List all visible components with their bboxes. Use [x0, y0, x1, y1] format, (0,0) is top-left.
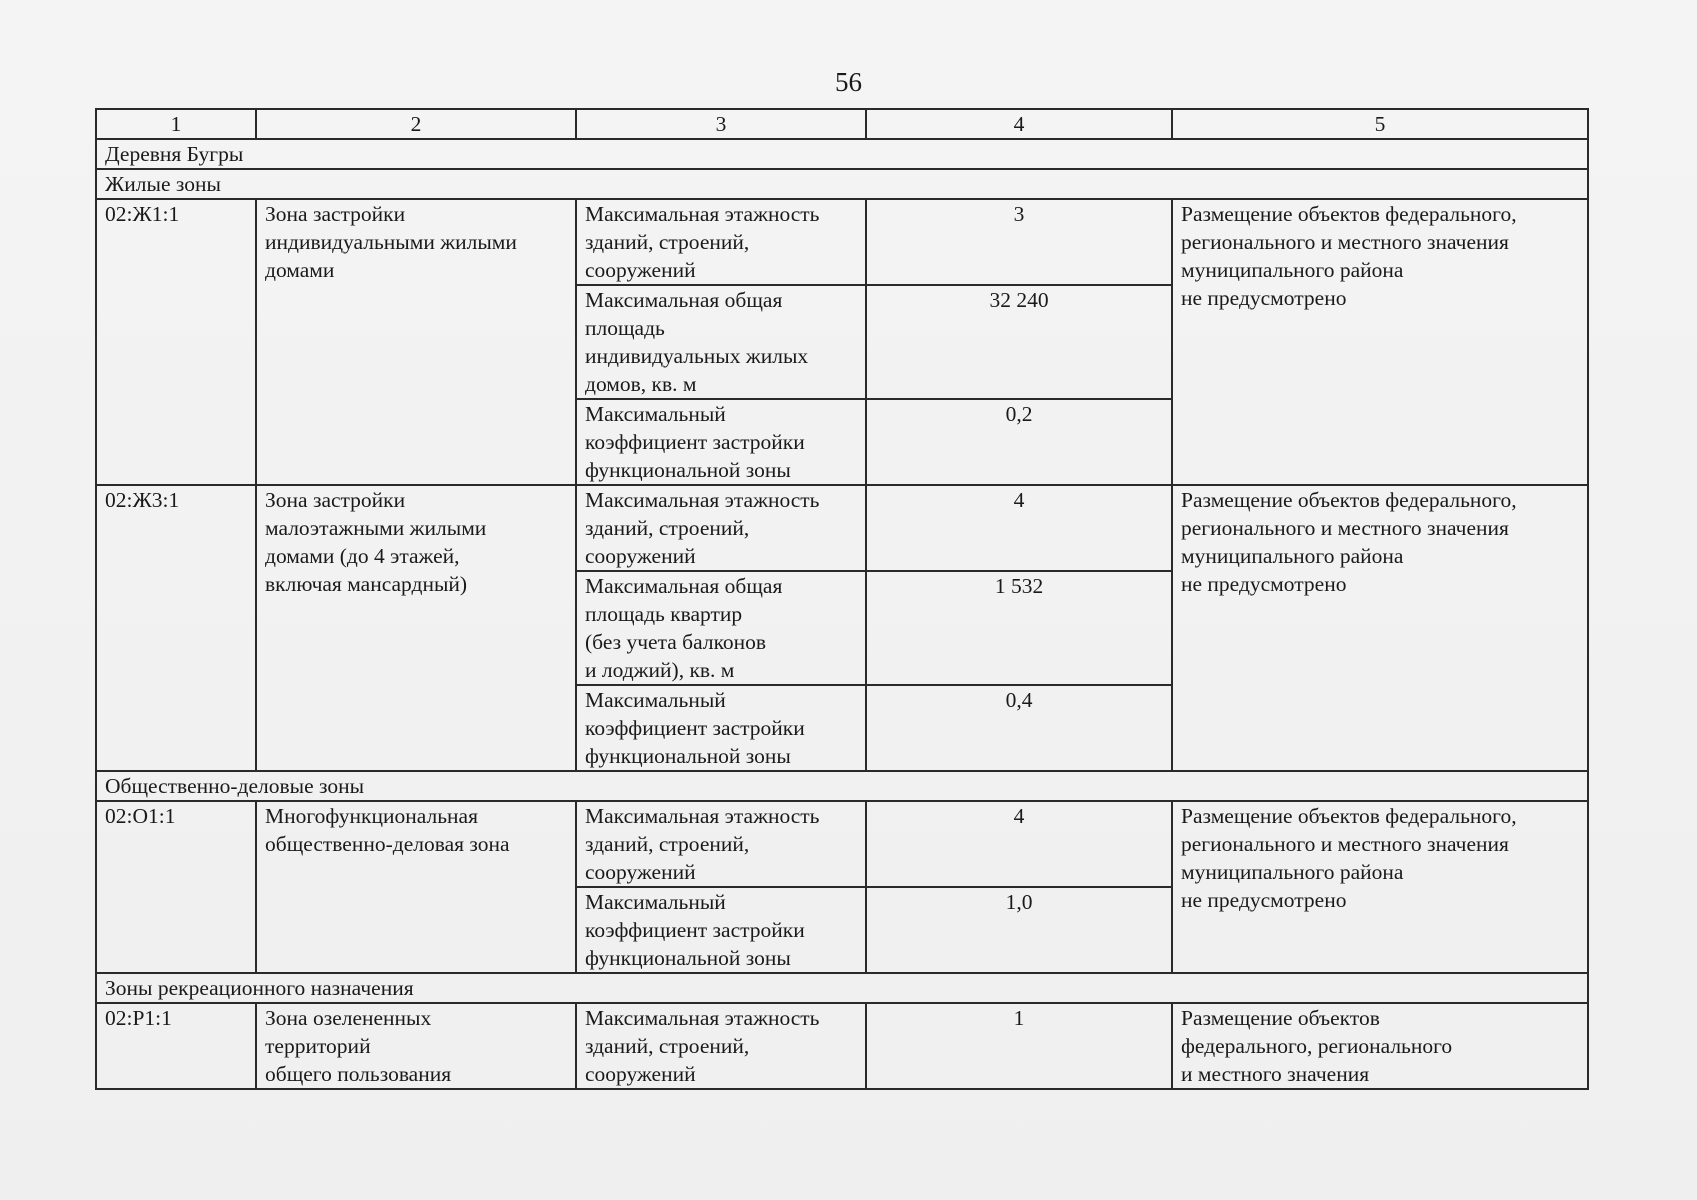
column-number-4: 4 — [866, 109, 1172, 139]
placement-note: Размещение объектов федерального, регионального и местного значения муниципального района не предусмотрено — [1172, 485, 1588, 771]
zone-row — [96, 1003, 1588, 1089]
placement-note: Размещение объектов федерального, регионального и местного значения муниципального района не предусмотрено — [1172, 199, 1588, 485]
zone-row — [96, 801, 1588, 887]
zone-code: 02:О1:1 — [96, 801, 256, 973]
parameter-label: Максимальный коэффициент застройки функциональной зоны — [576, 399, 866, 485]
zone-code: 02:Ж3:1 — [96, 485, 256, 771]
placement-note: Размещение объектов федерального, регионального и местного значения — [1172, 1003, 1588, 1089]
zone-code: 02:Ж1:1 — [96, 199, 256, 485]
parameter-label: Максимальная общая площадь квартир (без учета балконов и лоджий), кв. м — [576, 571, 866, 685]
parameter-value: 32 240 — [866, 285, 1172, 399]
parameter-label: Максимальный коэффициент застройки функциональной зоны — [576, 887, 866, 973]
placement-note: Размещение объектов федерального, регионального и местного значения муниципального района не предусмотрено — [1172, 801, 1588, 973]
page-number: 56 — [835, 67, 862, 97]
zones-table-body — [96, 109, 1588, 1089]
parameter-label: Максимальная общая площадь индивидуальных жилых домов, кв. м — [576, 285, 866, 399]
section-row — [96, 973, 1588, 1003]
parameter-value: 1 — [866, 1003, 1172, 1089]
settlement-name: Деревня Бугры — [96, 139, 1588, 169]
column-number-3: 3 — [576, 109, 866, 139]
parameter-value: 0,2 — [866, 399, 1172, 485]
section-row — [96, 771, 1588, 801]
parameter-label: Максимальная этажность зданий, строений, сооружений — [576, 801, 866, 887]
zone-row — [96, 199, 1588, 285]
settlement-row — [96, 139, 1588, 169]
parameter-label: Максимальная этажность зданий, строений, сооружений — [576, 199, 866, 285]
zone-code: 02:Р1:1 — [96, 1003, 256, 1089]
column-number-1: 1 — [96, 109, 256, 139]
zone-name: Зона застройки малоэтажными жилыми домами (до 4 этажей, включая мансардный) — [256, 485, 576, 771]
zones-table — [95, 108, 1589, 1090]
column-number-row — [96, 109, 1588, 139]
section-title: Жилые зоны — [96, 169, 1588, 199]
zone-name: Зона застройки индивидуальными жилыми домами — [256, 199, 576, 485]
zone-name: Многофункциональная общественно-деловая зона — [256, 801, 576, 973]
zone-name: Зона озелененных территорий общего пользования — [256, 1003, 576, 1089]
parameter-value: 3 — [866, 199, 1172, 285]
section-row — [96, 169, 1588, 199]
parameter-value: 1 532 — [866, 571, 1172, 685]
column-number-2: 2 — [256, 109, 576, 139]
parameter-value: 1,0 — [866, 887, 1172, 973]
parameter-value: 4 — [866, 485, 1172, 571]
parameter-label: Максимальный коэффициент застройки функциональной зоны — [576, 685, 866, 771]
parameter-value: 0,4 — [866, 685, 1172, 771]
parameter-label: Максимальная этажность зданий, строений, сооружений — [576, 485, 866, 571]
section-title: Зоны рекреационного назначения — [96, 973, 1588, 1003]
column-number-5: 5 — [1172, 109, 1588, 139]
zone-row — [96, 485, 1588, 571]
parameter-value: 4 — [866, 801, 1172, 887]
section-title: Общественно-деловые зоны — [96, 771, 1588, 801]
parameter-label: Максимальная этажность зданий, строений, сооружений — [576, 1003, 866, 1089]
